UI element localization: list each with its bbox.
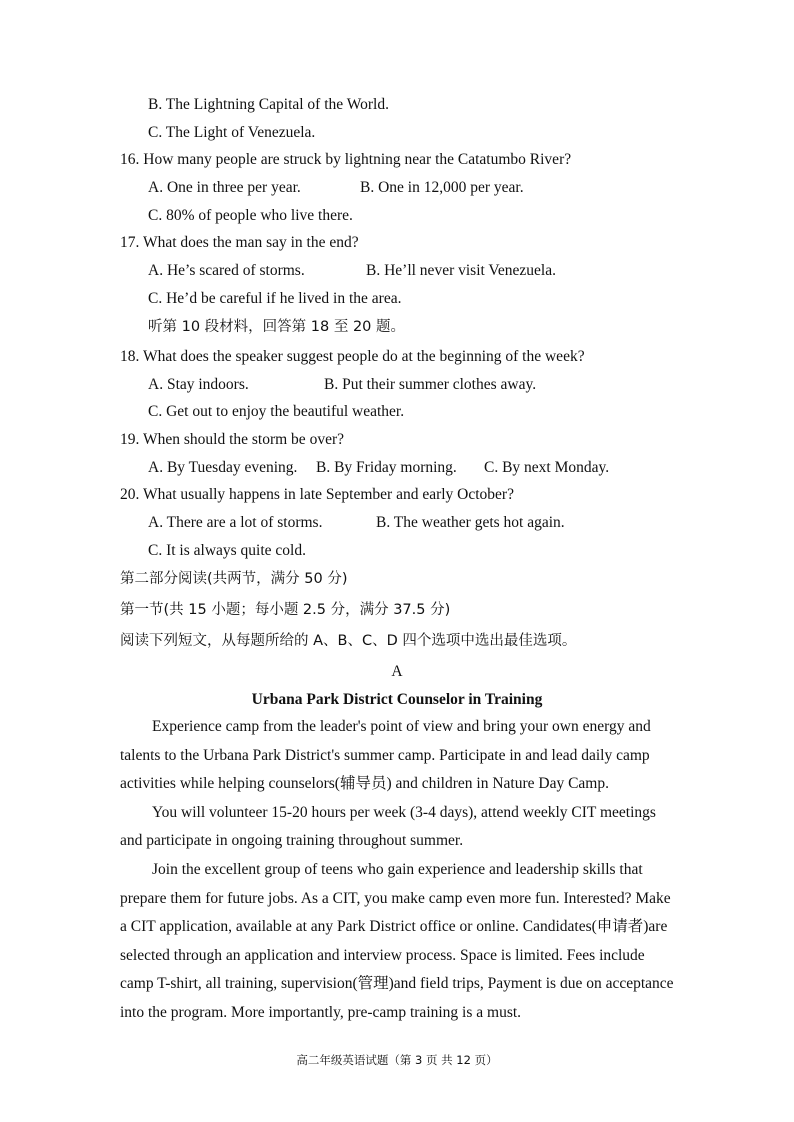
q16-option-b: B. One in 12,000 per year. <box>360 179 524 196</box>
question-19: 19. When should the storm be over? <box>120 431 344 448</box>
section-instruction: 听第 10 段材料，回答第 18 至 20 题。 <box>148 319 406 335</box>
q16-option-c: C. 80% of people who live there. <box>148 207 353 224</box>
q15-option-c: C. The Light of Venezuela. <box>148 124 316 141</box>
passage-title: Urbana Park District Counselor in Training <box>251 691 543 708</box>
section-one-heading: 第一节(共 15 小题；每小题 2.5 分，满分 37.5 分) <box>120 602 451 618</box>
q19-option-c: C. By next Monday. <box>484 459 610 476</box>
page-footer: 高二年级英语试题（第 3 页 共 12 页） <box>296 1053 498 1067</box>
passage-paragraph: Experience camp from the leader's point of view and bring your own energy and talents to the Urbana Park District's summer camp. Participate in and lead daily camp activities while helping counselors(辅导员) and children in Nature Day Camp. <box>120 718 651 793</box>
passage-letter: A <box>391 663 403 680</box>
q20-option-b: B. The weather gets hot again. <box>376 514 565 531</box>
q16-option-a: A. One in three per year. <box>148 179 301 196</box>
question-18: 18. What does the speaker suggest people do at the beginning of the week? <box>120 348 585 365</box>
q15-option-b: B. The Lightning Capital of the World. <box>148 96 389 113</box>
passage-paragraph: Join the excellent group of teens who gain experience and leadership skills that prepare them for future jobs. As a CIT, you make camp even more fun. Interested? Make a CIT application, available at any Park District office or online. Candidates(申请者)are selected through an application and interview process. Space is limited. Fees include camp T-shirt, all training, supervision(管理)and field trips, Payment is due on acceptance into the program. More importantly, pre-camp training is a must. <box>120 860 674 1021</box>
passage-body <box>120 713 680 1028</box>
q18-option-a: A. Stay indoors. <box>148 376 249 393</box>
reading-instruction: 阅读下列短文，从每题所给的 A、B、C、D 四个选项中选出最佳选项。 <box>120 633 577 649</box>
q19-option-a: A. By Tuesday evening. <box>148 459 298 476</box>
q18-option-c: C. Get out to enjoy the beautiful weather. <box>148 403 405 420</box>
q19-option-b: B. By Friday morning. <box>316 459 457 476</box>
q17-option-a: A. He’s scared of storms. <box>148 262 305 279</box>
part-two-heading: 第二部分阅读(共两节，满分 50 分) <box>120 571 348 587</box>
q20-option-a: A. There are a lot of storms. <box>148 514 323 531</box>
question-17: 17. What does the man say in the end? <box>120 234 359 251</box>
passage-paragraph: You will volunteer 15-20 hours per week (3-4 days), attend weekly CIT meetings and participate in ongoing training throughout summer. <box>120 803 656 850</box>
q17-option-b: B. He’ll never visit Venezuela. <box>366 262 556 279</box>
q20-option-c: C. It is always quite cold. <box>148 542 306 559</box>
q18-option-b: B. Put their summer clothes away. <box>324 376 537 393</box>
question-16: 16. How many people are struck by lightning near the Catatumbo River? <box>120 151 572 168</box>
q17-option-c: C. He’d be careful if he lived in the area. <box>148 290 402 307</box>
question-20: 20. What usually happens in late September and early October? <box>120 486 514 503</box>
